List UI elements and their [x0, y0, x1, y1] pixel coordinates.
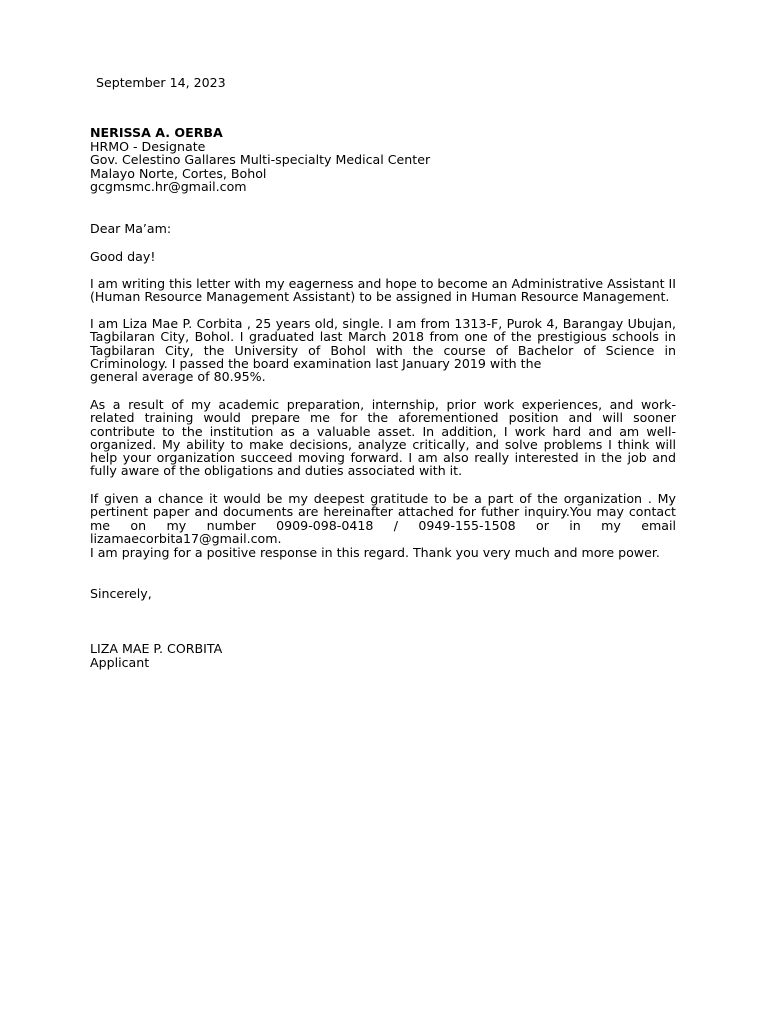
recipient-name: NERISSA A. OERBA [90, 125, 223, 140]
paragraph-closing-remark [90, 546, 676, 559]
recipient-title: HRMO - Designate [90, 138, 206, 154]
paragraph-contact-text: If given a chance it would be my deepest gratitude to be a part of the organization . My pertinent paper and documents are hereinafter attached for futher inquiry.You may contact me on my number 0909-098-0418 / 0949-155-1508 or in my email lizamaecorbita17@gmail.com. [90, 491, 676, 546]
signature-name: LIZA MAE P. CORBITA [90, 641, 223, 656]
recipient-email: gcgmsmc.hr@gmail.com [90, 179, 247, 195]
paragraph-background [90, 317, 676, 383]
recipient-organization: Gov. Celestino Gallares Multi-specialty Medical Center [90, 152, 431, 168]
paragraph-contact [90, 492, 676, 545]
letter-date: September 14, 2023 [96, 75, 226, 90]
recipient-block [90, 126, 430, 194]
paragraph-closing-remark-text: I am praying for a positive response in this regard. Thank you very much and more power. [90, 545, 660, 560]
paragraph-intent-text: I am writing this letter with my eagerness and hope to become an Administrative Assistant II (Human Resource Management Assistant) to be assigned in Human Resource Management. [90, 276, 676, 305]
paragraph-background-tail: general average of 80.95%. [90, 369, 266, 385]
paragraph-intent [90, 277, 676, 304]
paragraph-qualifications [90, 398, 676, 478]
signature-role: Applicant [90, 655, 150, 670]
closing: Sincerely, [90, 586, 152, 601]
recipient-address: Malayo Norte, Cortes, Bohol [90, 165, 267, 181]
greeting: Good day! [90, 249, 156, 264]
paragraph-qualifications-text: As a result of my academic preparation, internship, prior work experiences, and work-related training would prepare me for the aforementioned position and will sooner contribute to the institution as a valuable asset. In addition, I work hard and am well-organized. My ability to make decisions, analyze critically, and solve problems I think will help your organization succeed moving forward. I am also really interested in the job and fully aware of the obligations and duties associated with it. [90, 397, 676, 479]
salutation: Dear Ma’am: [90, 221, 172, 236]
paragraph-background-text: I am Liza Mae P. Corbita , 25 years old, single. I am from 1313-F, Purok 4, Barangay Ubujan, Tagbilaran City, Bohol. I graduated last March 2018 from one of the prestigious schools in Tagbilaran City, the University of Bohol with the course of Bachelor of Science in Criminology. I passed the board examination last January 2019 with the [90, 316, 676, 371]
